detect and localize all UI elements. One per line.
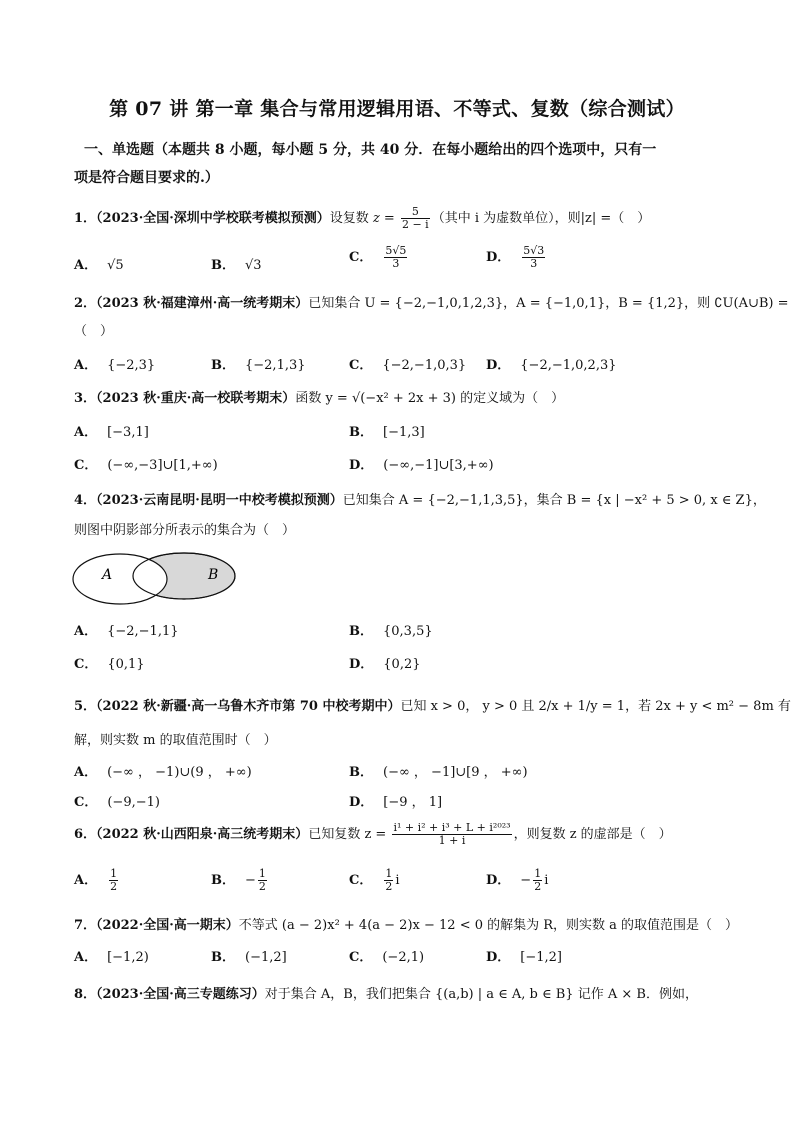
option-a[interactable]: A． [−3,1] <box>74 425 149 440</box>
section-heading-line1: 一、单选题（本题共 8 小题，每小题 5 分，共 40 分．在每小题给出的四个选项中，只有一 <box>84 142 657 158</box>
question-number: 1． <box>74 211 97 226</box>
fraction: $\frac{5}{2 - i}$ <box>401 205 429 231</box>
set-a-circle <box>73 554 167 604</box>
math-var: z = <box>372 211 395 226</box>
option-a[interactable]: A． {−2,−1,1} <box>74 624 179 639</box>
question-2: 2．（2023 秋·福建漳州·高一统考期末）已知集合 U = {−2,−1,0,1,2,3}，A = {−1,0,1}，B = {1,2}，则 ∁U(A∪B) = <box>74 296 789 311</box>
question-1 <box>74 206 650 231</box>
option-d[interactable]: D． − $\frac{1}{2}$ i <box>486 867 549 893</box>
question-5-line2: 解，则实数 m 的取值范围时（ ） <box>74 733 277 748</box>
question-text: 设复数 <box>329 211 369 226</box>
question-2-line2: （ ） <box>74 324 114 339</box>
venn-label-b: B <box>208 567 219 583</box>
question-5: 5．（2022 秋·新疆·高一乌鲁木齐市第 70 中校考期中）已知 x > 0， y > 0 且 2/x + 1/y = 1，若 2x + y < m² − 8m 有 <box>74 699 791 714</box>
question-4: 4．（2023·云南昆明·昆明一中校考模拟预测）已知集合 A = {−2,−1,1,3,5}，集合 B = {x | −x² + 5 > 0, x ∈ Z}， <box>74 493 766 508</box>
option-c[interactable]: C． $\frac{5√5}{3}$ <box>349 244 407 270</box>
option-a[interactable]: A． √5 <box>74 258 124 273</box>
option-d[interactable]: D． [−9 ， 1] <box>349 795 443 810</box>
option-b[interactable]: B． (−1,2] <box>211 950 287 965</box>
option-d[interactable]: D． {−2,−1,0,2,3} <box>486 358 617 373</box>
option-b[interactable]: B． − $\frac{1}{2}$ <box>211 867 266 893</box>
fraction: $\frac{\text{i¹ + i² + i³ + L + i²⁰²³}}{1 + i}$ <box>393 821 511 847</box>
option-b[interactable]: B． {−2,1,3} <box>211 358 306 373</box>
option-a[interactable]: A． {−2,3} <box>74 358 156 373</box>
option-b[interactable]: B． {0,3,5} <box>349 624 433 639</box>
option-b[interactable]: B． [−1,3] <box>349 425 425 440</box>
venn-diagram <box>72 552 242 608</box>
option-d[interactable]: D． $\frac{5√3}{3}$ <box>486 244 545 270</box>
question-6: 6．（2022 秋·山西阳泉·高三统考期末）已知复数 z = $\frac{\text{i¹ + i² + i³ + L + i²⁰²³}}{1 + i}$ ，则复数 z 的虚部是（ ） <box>74 821 672 847</box>
option-d[interactable]: D． {0,2} <box>349 657 421 672</box>
question-7: 7．（2022·全国·高一期末）不等式 (a − 2)x² + 4(a − 2)x − 12 < 0 的解集为 R，则实数 a 的取值范围是（ ） <box>74 918 739 933</box>
option-c[interactable]: C． {0,1} <box>74 657 145 672</box>
question-3: 3．（2023 秋·重庆·高一校联考期末）函数 y = √(−x² + 2x + 3) 的定义域为（ ） <box>74 391 565 406</box>
option-d[interactable]: D． [−1,2] <box>486 950 562 965</box>
option-b[interactable]: B． (−∞ ， −1]∪[9 ， +∞) <box>349 765 528 780</box>
option-b[interactable]: B． √3 <box>211 258 262 273</box>
option-c[interactable]: C． $\frac{1}{2}$ i <box>349 867 400 893</box>
question-source: （2023·全国·深圳中学校联考模拟预测） <box>96 211 330 226</box>
question-text-tail: （其中 i 为虚数单位），则|z| =（ ） <box>431 211 651 226</box>
option-a[interactable]: A． $\frac{1}{2}$ <box>74 867 118 893</box>
option-a[interactable]: A． (−∞ ， −1)∪(9 ， +∞) <box>74 765 252 780</box>
question-4-line2: 则图中阴影部分所表示的集合为（ ） <box>74 523 296 538</box>
option-c[interactable]: C． {−2,−1,0,3} <box>349 358 467 373</box>
option-a[interactable]: A． [−1,2) <box>74 950 149 965</box>
option-c[interactable]: C． (−9,−1) <box>74 795 160 810</box>
option-d[interactable]: D． (−∞,−1]∪[3,+∞) <box>349 458 494 473</box>
option-c[interactable]: C． (−∞,−3]∪[1,+∞) <box>74 458 218 473</box>
page-title: 第 07 讲 第一章 集合与常用逻辑用语、不等式、复数（综合测试） <box>109 98 685 120</box>
option-c[interactable]: C． (−2,1) <box>349 950 425 965</box>
venn-label-a: A <box>102 567 113 583</box>
section-heading-line2: 项是符合题目要求的.） <box>74 170 219 186</box>
question-8: 8．（2023·全国·高三专题练习）对于集合 A，B，我们把集合 {(a,b) | a ∈ A, b ∈ B} 记作 A × B．例如， <box>74 987 698 1002</box>
